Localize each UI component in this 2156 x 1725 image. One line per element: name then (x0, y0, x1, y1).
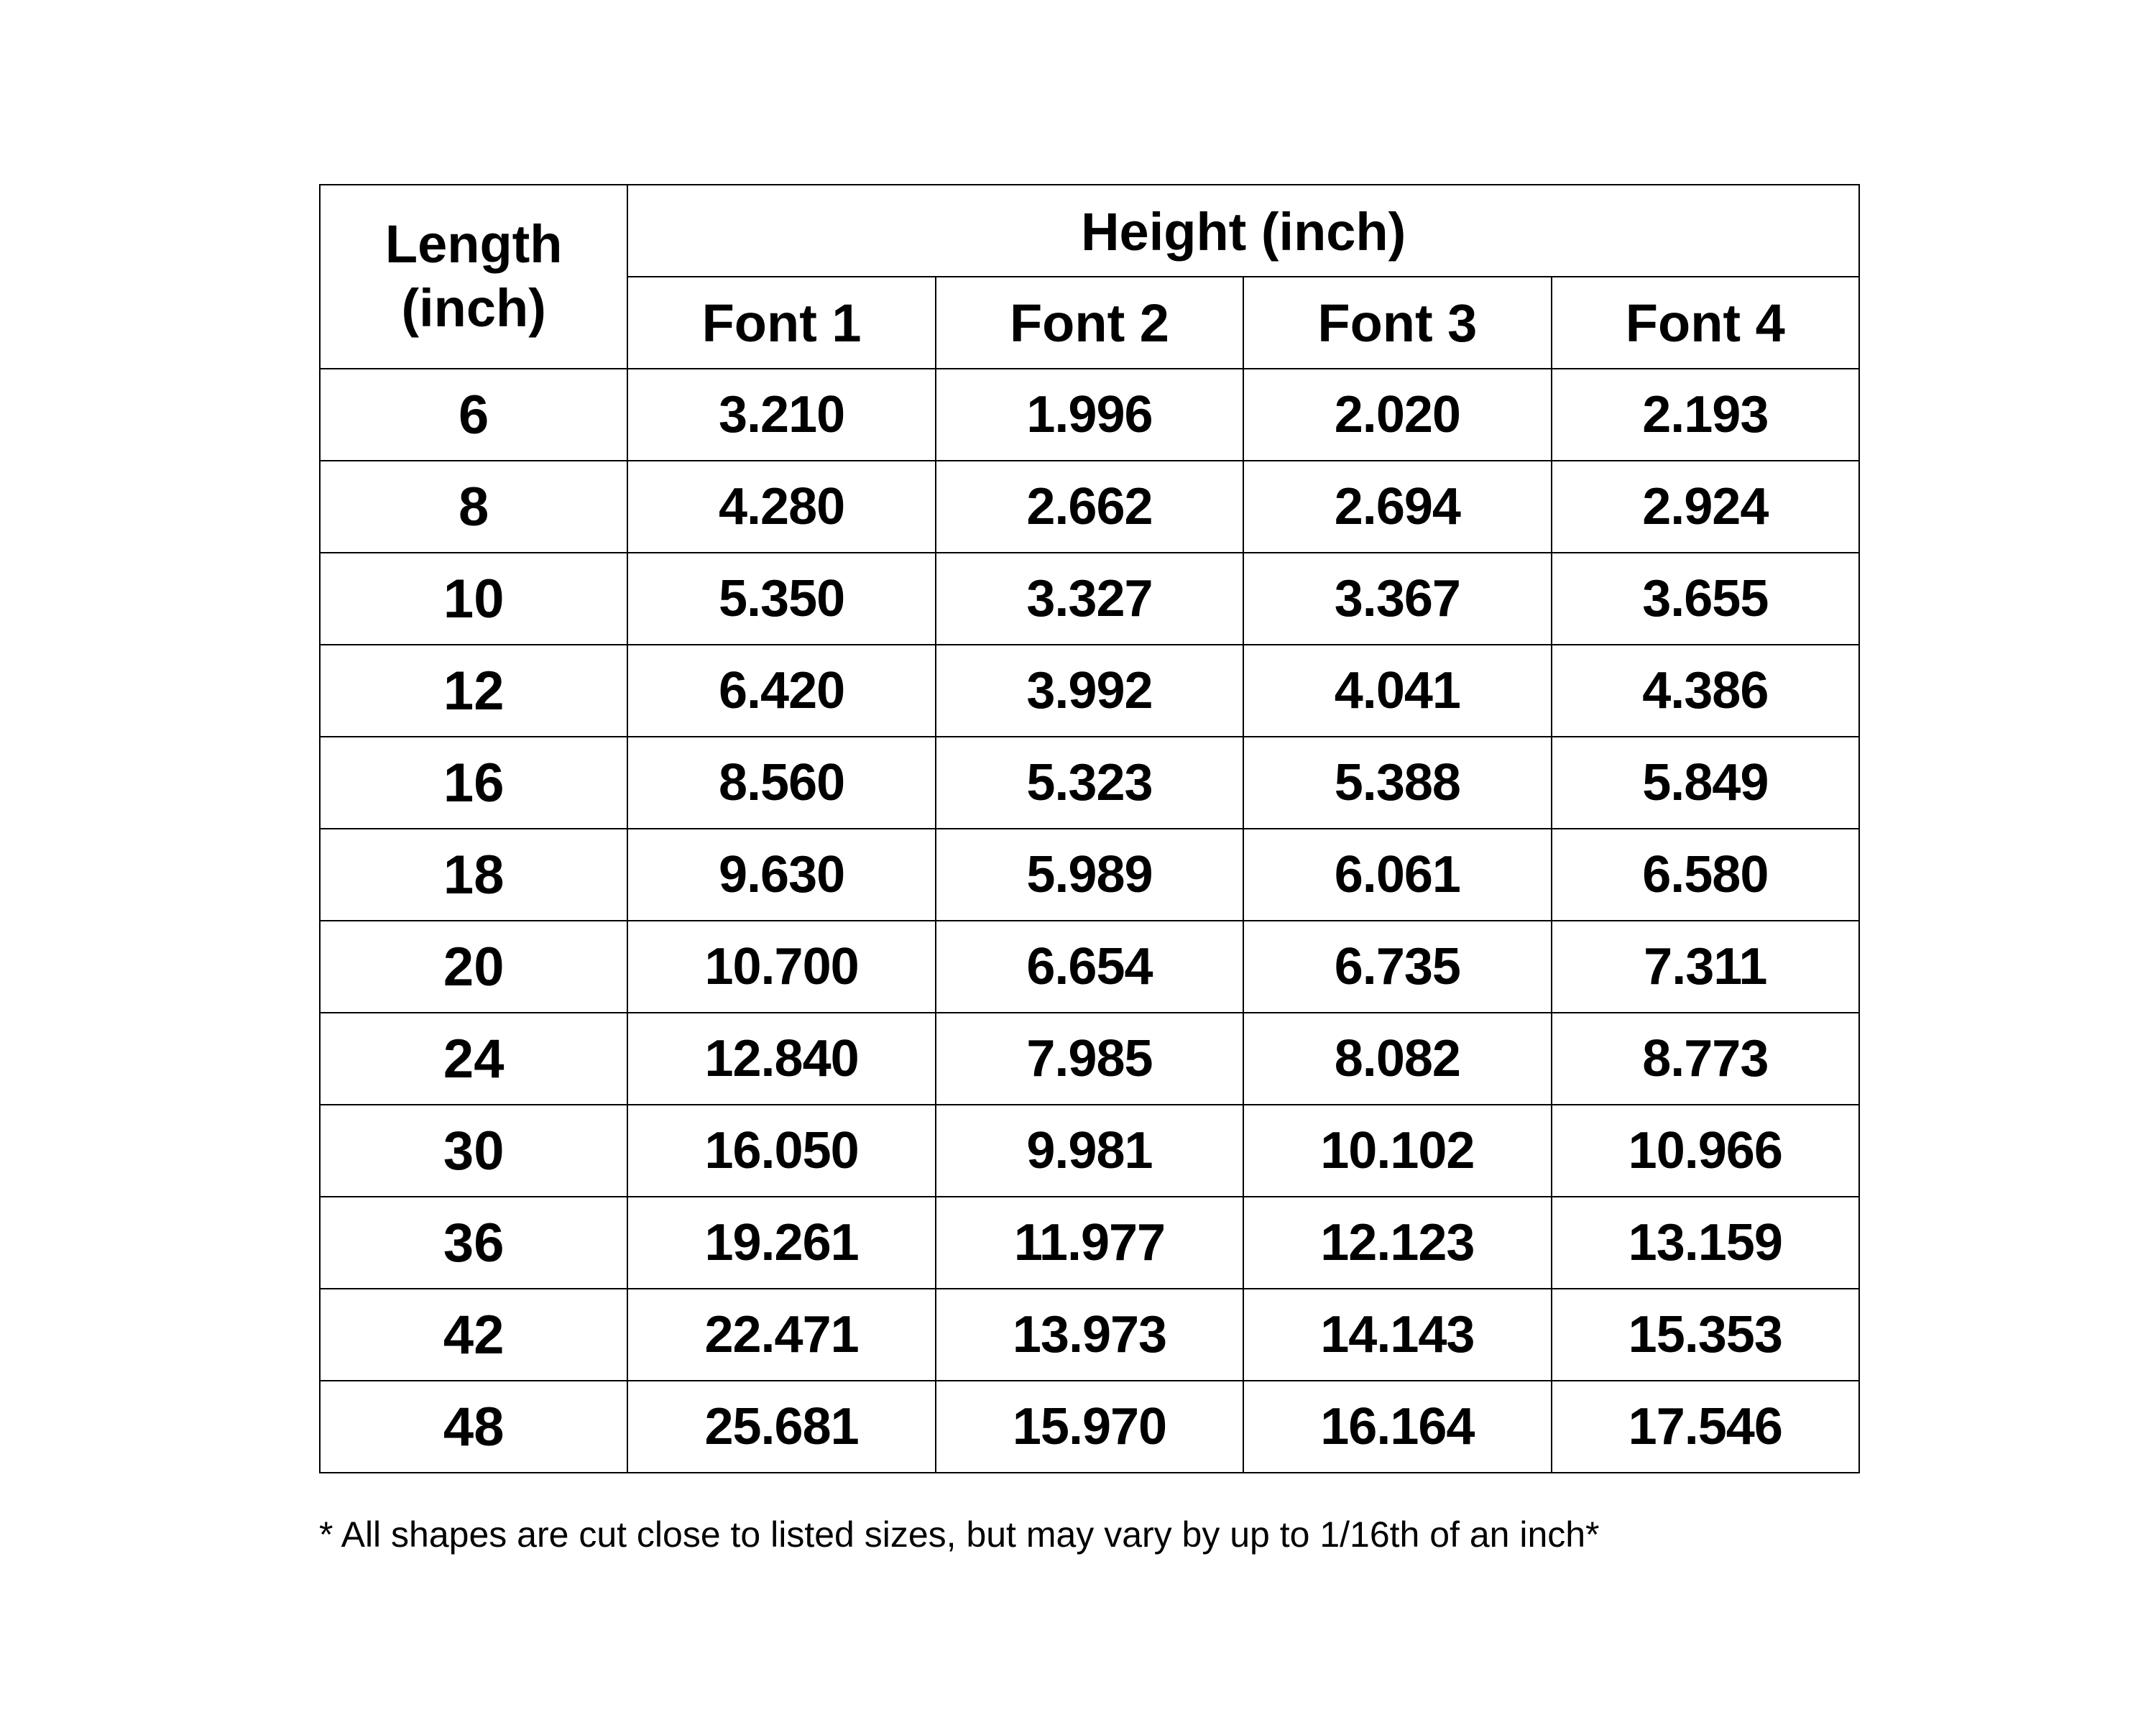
height-cell-font-4: 4.386 (1552, 645, 1859, 737)
length-cell: 12 (320, 645, 627, 737)
size-table (319, 184, 1860, 1473)
height-cell-font-4: 2.924 (1552, 461, 1859, 553)
height-cell-font-3: 6.061 (1243, 829, 1551, 921)
height-cell-font-1: 8.560 (627, 737, 935, 829)
table-row (320, 461, 1859, 553)
height-cell-font-3: 2.694 (1243, 461, 1551, 553)
height-cell-font-2: 5.323 (936, 737, 1243, 829)
length-cell: 18 (320, 829, 627, 921)
table-row (320, 1289, 1859, 1381)
length-cell: 42 (320, 1289, 627, 1381)
height-cell-font-3: 8.082 (1243, 1013, 1551, 1105)
table-row (320, 1105, 1859, 1197)
length-cell: 36 (320, 1197, 627, 1289)
table-row (320, 921, 1859, 1013)
height-cell-font-3: 16.164 (1243, 1381, 1551, 1473)
height-cell-font-4: 17.546 (1552, 1381, 1859, 1473)
table-row (320, 1013, 1859, 1105)
height-cell-font-4: 8.773 (1552, 1013, 1859, 1105)
height-cell-font-1: 16.050 (627, 1105, 935, 1197)
font-header-3: Font 3 (1243, 277, 1551, 369)
height-cell-font-1: 5.350 (627, 553, 935, 645)
length-cell: 8 (320, 461, 627, 553)
height-cell-font-2: 3.992 (936, 645, 1243, 737)
height-cell-font-3: 4.041 (1243, 645, 1551, 737)
height-cell-font-4: 6.580 (1552, 829, 1859, 921)
font-header-1: Font 1 (627, 277, 935, 369)
height-cell-font-2: 15.970 (936, 1381, 1243, 1473)
table-row (320, 829, 1859, 921)
font-header-2: Font 2 (936, 277, 1243, 369)
table-row (320, 645, 1859, 737)
length-cell: 48 (320, 1381, 627, 1473)
table-row (320, 737, 1859, 829)
height-header-cell: Height (inch) (627, 185, 1859, 277)
height-cell-font-4: 7.311 (1552, 921, 1859, 1013)
height-cell-font-2: 3.327 (936, 553, 1243, 645)
table-row (320, 1197, 1859, 1289)
height-cell-font-2: 11.977 (936, 1197, 1243, 1289)
height-cell-font-3: 14.143 (1243, 1289, 1551, 1381)
font-header-4: Font 4 (1552, 277, 1859, 369)
table-row (320, 369, 1859, 461)
height-cell-font-2: 5.989 (936, 829, 1243, 921)
height-cell-font-2: 13.973 (936, 1289, 1243, 1381)
length-header-line2: (inch) (401, 278, 546, 338)
height-cell-font-1: 25.681 (627, 1381, 935, 1473)
height-cell-font-1: 10.700 (627, 921, 935, 1013)
length-cell: 20 (320, 921, 627, 1013)
height-cell-font-3: 5.388 (1243, 737, 1551, 829)
length-cell: 30 (320, 1105, 627, 1197)
size-chart-sheet (319, 184, 1860, 1473)
height-cell-font-2: 6.654 (936, 921, 1243, 1013)
height-cell-font-4: 13.159 (1552, 1197, 1859, 1289)
table-row (320, 553, 1859, 645)
length-cell: 10 (320, 553, 627, 645)
height-cell-font-4: 2.193 (1552, 369, 1859, 461)
length-header-line1: Length (384, 214, 563, 275)
height-cell-font-3: 2.020 (1243, 369, 1551, 461)
height-cell-font-1: 4.280 (627, 461, 935, 553)
length-header-cell (320, 185, 627, 369)
height-cell-font-3: 10.102 (1243, 1105, 1551, 1197)
height-cell-font-2: 1.996 (936, 369, 1243, 461)
footnote: * All shapes are cut close to listed sizes, but may vary by up to 1/16th of an inch* (319, 1514, 1600, 1555)
height-cell-font-3: 3.367 (1243, 553, 1551, 645)
height-cell-font-1: 3.210 (627, 369, 935, 461)
height-cell-font-4: 15.353 (1552, 1289, 1859, 1381)
table-row (320, 1381, 1859, 1473)
height-cell-font-3: 12.123 (1243, 1197, 1551, 1289)
height-cell-font-1: 6.420 (627, 645, 935, 737)
height-cell-font-4: 5.849 (1552, 737, 1859, 829)
length-cell: 24 (320, 1013, 627, 1105)
height-cell-font-1: 22.471 (627, 1289, 935, 1381)
height-cell-font-3: 6.735 (1243, 921, 1551, 1013)
height-cell-font-1: 19.261 (627, 1197, 935, 1289)
height-cell-font-2: 9.981 (936, 1105, 1243, 1197)
length-cell: 6 (320, 369, 627, 461)
header-row-top (320, 185, 1859, 277)
height-cell-font-1: 12.840 (627, 1013, 935, 1105)
height-cell-font-4: 10.966 (1552, 1105, 1859, 1197)
size-table-body (320, 185, 1859, 1473)
height-cell-font-2: 2.662 (936, 461, 1243, 553)
height-cell-font-2: 7.985 (936, 1013, 1243, 1105)
length-cell: 16 (320, 737, 627, 829)
height-cell-font-4: 3.655 (1552, 553, 1859, 645)
height-cell-font-1: 9.630 (627, 829, 935, 921)
